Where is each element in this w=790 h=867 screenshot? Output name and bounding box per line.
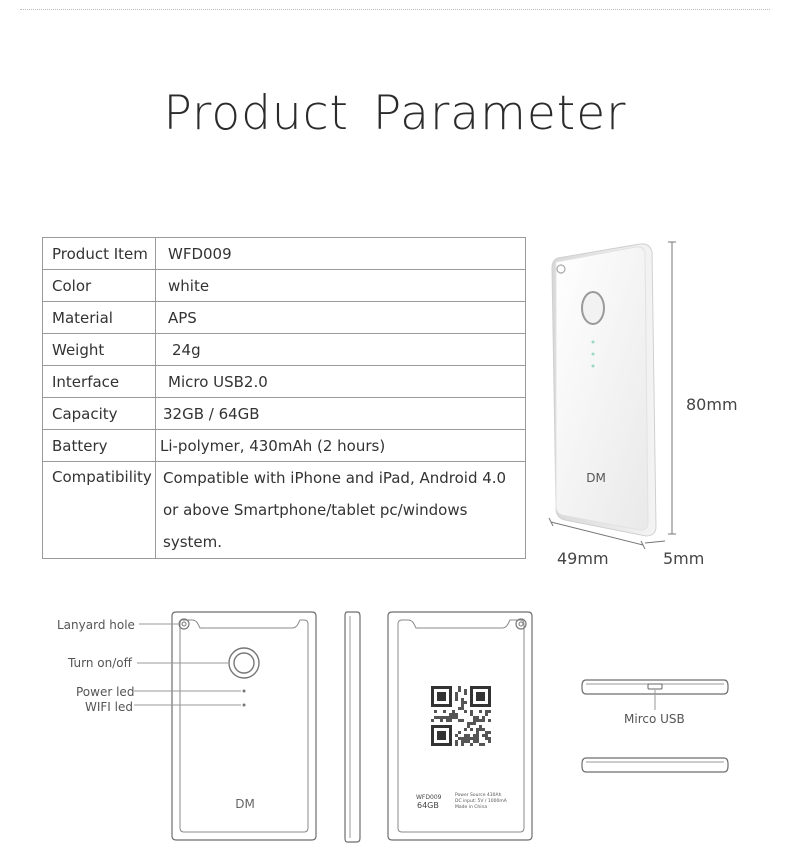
led-icon	[592, 353, 595, 356]
led-icon	[592, 341, 595, 344]
spec-value: 24g	[156, 334, 526, 366]
spec-value: WFD009	[156, 238, 526, 270]
compat-line-1: Compatible with iPhone and iPad, Android 4.0	[163, 469, 507, 487]
back-model: WFD009	[416, 794, 442, 801]
back-info-2: DC input: 5V / 1000mA	[455, 799, 507, 804]
wifi-led-icon	[243, 704, 246, 707]
led-icon	[592, 365, 595, 368]
device-logo: DM	[586, 471, 606, 485]
spec-value: 32GB / 64GB	[156, 398, 526, 430]
spec-key: Product Item	[43, 238, 156, 270]
spec-key: Color	[43, 270, 156, 302]
edge-view-usb	[582, 680, 728, 710]
back-capacity: 64GB	[417, 801, 439, 810]
power-led-icon	[243, 690, 246, 693]
spec-key: Compatibility	[43, 462, 156, 559]
device-3d-render	[552, 244, 656, 536]
usb-label: Mirco USB	[624, 712, 685, 726]
lanyard-hole-label: Lanyard hole	[57, 618, 135, 632]
front-view	[134, 612, 316, 840]
width-dimension: 49mm	[557, 549, 609, 568]
back-info-1: Power Source 430Ah	[455, 793, 502, 798]
power-led-label: Power led	[76, 685, 135, 699]
device-logo: DM	[235, 797, 255, 811]
spec-key: Material	[43, 302, 156, 334]
back-view	[388, 612, 532, 840]
spec-key: Weight	[43, 334, 156, 366]
depth-dimension-line	[645, 541, 665, 543]
back-info-3: Made in China	[455, 805, 488, 810]
side-view	[345, 612, 360, 842]
spec-value: Micro USB2.0	[156, 366, 526, 398]
edge-view-bottom	[582, 758, 728, 772]
spec-value: Li-polymer, 430mAh (2 hours)	[156, 430, 526, 462]
usb-port-icon	[648, 684, 662, 689]
wifi-led-label: WIFI led	[85, 700, 133, 714]
page-title: Product Parameter	[163, 86, 627, 141]
spec-value: white	[156, 270, 526, 302]
spec-value: APS	[156, 302, 526, 334]
spec-key: Battery	[43, 430, 156, 462]
power-button-label: Turn on/off	[68, 656, 132, 670]
spec-key: Interface	[43, 366, 156, 398]
compat-line-2: or above Smartphone/tablet pc/windows system.	[163, 501, 468, 551]
depth-dimension: 5mm	[663, 549, 705, 568]
height-dimension: 80mm	[686, 395, 738, 414]
spec-key: Capacity	[43, 398, 156, 430]
power-button-icon	[582, 292, 604, 324]
